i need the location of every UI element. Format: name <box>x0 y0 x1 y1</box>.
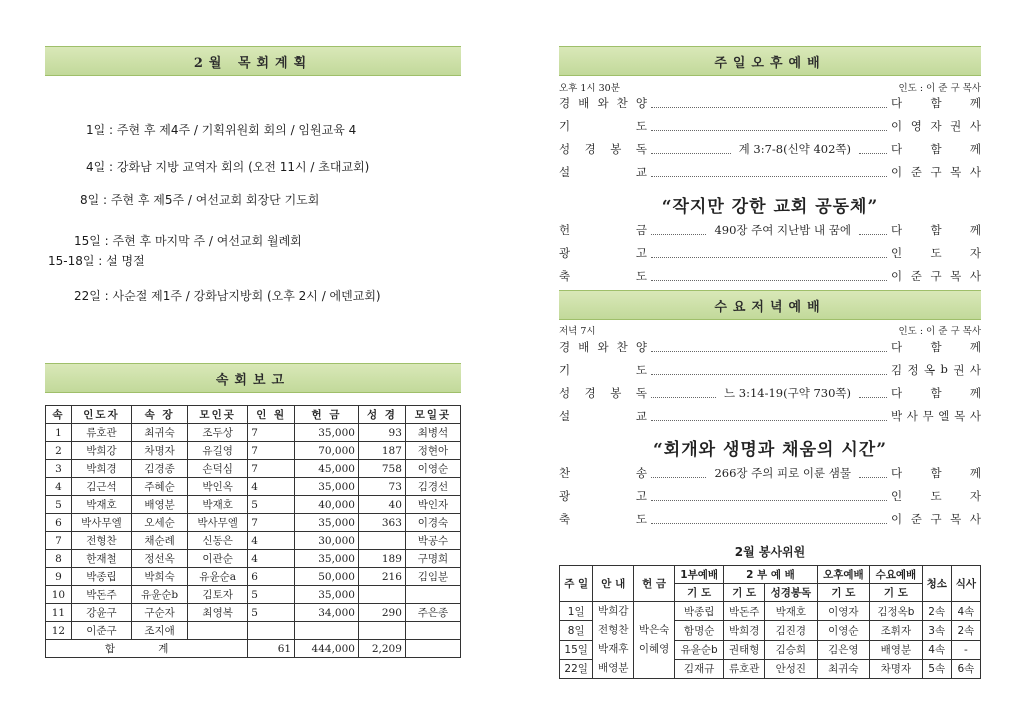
afternoon-order-row <box>559 244 981 262</box>
duty-guide: 박재후 <box>598 643 629 655</box>
duty-offering <box>634 602 675 679</box>
duty-first: 유윤순b <box>675 640 724 659</box>
report-cell: 5 <box>248 496 295 514</box>
report-cell: 박인옥 <box>188 478 248 496</box>
dot-leader <box>651 121 887 131</box>
report-row <box>46 604 461 622</box>
order-label: 설 교 <box>559 409 647 423</box>
afternoon-order-row <box>559 221 981 239</box>
report-cell: 구명희 <box>405 550 460 568</box>
report-cell: 35,000 <box>295 424 359 442</box>
report-cell: 박재호 <box>71 496 131 514</box>
report-cell: 7 <box>248 424 295 442</box>
duty-row <box>560 602 981 621</box>
report-cell: 박재호 <box>188 496 248 514</box>
duty-h-first: 1부예배 <box>675 566 724 584</box>
order-person: 김 정 옥 b 권 사 <box>891 362 981 377</box>
duty-guide: 전형찬 <box>598 624 629 636</box>
duty-pm: 김은영 <box>817 640 870 659</box>
duty-clean: 4속 <box>922 640 951 659</box>
col-header: 성 경 <box>358 406 405 424</box>
report-cell <box>248 622 295 640</box>
report-cell: 구순자 <box>132 604 188 622</box>
report-cell: 박사무엘 <box>71 514 131 532</box>
report-cell: 6 <box>248 568 295 586</box>
col-header: 인 원 <box>248 406 295 424</box>
report-cell: 5 <box>248 586 295 604</box>
dot-leader <box>859 225 887 235</box>
report-cell: 정선옥 <box>132 550 188 568</box>
dot-leader <box>859 144 887 154</box>
duty-week: 1일 <box>560 602 593 621</box>
total-people: 61 <box>248 640 295 658</box>
report-cell: 50,000 <box>295 568 359 586</box>
order-person: 인 도 자 <box>891 246 981 260</box>
report-cell: 박사무엘 <box>188 514 248 532</box>
plan-item-3: 8일 : 주현 후 제5주 / 여선교회 회장단 기도회 <box>80 193 320 207</box>
report-cell <box>188 622 248 640</box>
report-cell: 2 <box>46 442 72 460</box>
dot-leader <box>651 365 887 375</box>
report-cell: 이영순 <box>405 460 460 478</box>
report-cell <box>358 622 405 640</box>
order-detail: 266장 주의 피로 이룬 샘물 <box>714 466 851 480</box>
duty-week: 15일 <box>560 640 593 659</box>
report-cell: 3 <box>46 460 72 478</box>
duty-meal: 2속 <box>951 621 980 640</box>
order-person: 다 함 께 <box>891 96 981 110</box>
duty-first: 김재규 <box>675 659 724 678</box>
report-cell: 김근석 <box>71 478 131 496</box>
report-cell: 30,000 <box>295 532 359 550</box>
duty-h-meal: 식사 <box>951 566 980 602</box>
order-label: 기 도 <box>559 363 647 377</box>
report-row <box>46 550 461 568</box>
duty-offering-name: 박은숙 <box>638 624 670 636</box>
report-cell: 11 <box>46 604 72 622</box>
total-empty <box>405 640 460 658</box>
report-cell: 7 <box>46 532 72 550</box>
report-cell: 최병석 <box>405 424 460 442</box>
duty-sub-pray: 기 도 <box>675 584 724 602</box>
duty-offering-name: 이혜영 <box>638 643 670 655</box>
order-person: 박 사 무 엘 목 사 <box>891 409 981 423</box>
duty-sub-pray: 기 도 <box>870 584 923 602</box>
report-cell: 4 <box>248 478 295 496</box>
wednesday-order-row <box>559 510 981 528</box>
report-cell: 이준구 <box>71 622 131 640</box>
report-cell: 4 <box>46 478 72 496</box>
duty-h-guide: 안 내 <box>593 566 634 602</box>
duty-guides <box>593 602 634 679</box>
report-cell: 박희강 <box>71 442 131 460</box>
afternoon-order-row <box>559 117 981 135</box>
report-cell: 강윤구 <box>71 604 131 622</box>
duty-table <box>559 565 981 679</box>
report-cell: 유윤순b <box>132 586 188 604</box>
total-bible: 2,209 <box>358 640 405 658</box>
report-cell: 박공수 <box>405 532 460 550</box>
duty-clean: 5속 <box>922 659 951 678</box>
report-cell: 신동은 <box>188 532 248 550</box>
duty-meal: - <box>951 640 980 659</box>
report-row <box>46 460 461 478</box>
report-cell: 김토자 <box>188 586 248 604</box>
report-cell: 189 <box>358 550 405 568</box>
order-label: 축 도 <box>559 512 647 526</box>
report-cell: 박희숙 <box>132 568 188 586</box>
order-label: 설 교 <box>559 165 647 179</box>
afternoon-order-row <box>559 267 981 285</box>
wednesday-order-row <box>559 384 981 402</box>
duty-h-offering: 헌 금 <box>634 566 675 602</box>
order-label: 찬 송 <box>559 466 647 480</box>
order-detail: 느 3:14-19(구약 730쪽) <box>723 386 851 400</box>
order-person: 인 도 자 <box>891 489 981 503</box>
col-header: 모인곳 <box>188 406 248 424</box>
report-total-row <box>46 640 461 658</box>
order-label: 광 고 <box>559 246 647 260</box>
report-cell: 김임분 <box>405 568 460 586</box>
report-cell: 73 <box>358 478 405 496</box>
duty-clean: 3속 <box>922 621 951 640</box>
wednesday-order-row <box>559 487 981 505</box>
afternoon-meta <box>559 80 981 94</box>
report-row <box>46 478 461 496</box>
wednesday-meta <box>559 323 981 337</box>
report-row <box>46 496 461 514</box>
duty-s-pray: 권태형 <box>724 640 765 659</box>
duty-first: 함명순 <box>675 621 724 640</box>
duty-s-pray: 박희경 <box>724 621 765 640</box>
report-cell: 채순례 <box>132 532 188 550</box>
duty-week: 8일 <box>560 621 593 640</box>
report-cell: 4 <box>248 550 295 568</box>
report-cell: 배영분 <box>132 496 188 514</box>
report-cell: 40 <box>358 496 405 514</box>
report-cell: 187 <box>358 442 405 460</box>
duty-wed: 차명자 <box>870 659 923 678</box>
order-person: 이 영 자 권 사 <box>891 119 981 133</box>
report-cell: 최귀숙 <box>132 424 188 442</box>
report-cell: 6 <box>46 514 72 532</box>
report-cell: 박인자 <box>405 496 460 514</box>
wednesday-leader: 인도 : 이 준 구 목사 <box>898 326 981 337</box>
report-cell: 유길영 <box>188 442 248 460</box>
duty-sub-pray: 기 도 <box>817 584 870 602</box>
duty-header-row <box>560 566 981 584</box>
order-person: 다 함 께 <box>891 386 981 400</box>
report-cell: 손덕심 <box>188 460 248 478</box>
report-cell: 45,000 <box>295 460 359 478</box>
report-cell: 차명자 <box>132 442 188 460</box>
report-cell: 8 <box>46 550 72 568</box>
order-person: 다 함 께 <box>891 223 981 237</box>
dot-leader <box>859 388 887 398</box>
report-cell: 이경숙 <box>405 514 460 532</box>
duty-first: 박종립 <box>675 602 724 621</box>
report-cell: 290 <box>358 604 405 622</box>
col-header: 헌 금 <box>295 406 359 424</box>
dot-leader <box>651 411 887 421</box>
plan-item-1: 1일 : 주현 후 제4주 / 기획위원회 회의 / 임원교육 4 <box>86 123 357 137</box>
report-cell: 363 <box>358 514 405 532</box>
plan-item-2: 4일 : 강화남 지방 교역자 회의 (오전 11시 / 초대교회) <box>86 160 370 174</box>
wednesday-time: 저녁 7시 <box>559 326 596 337</box>
dot-leader <box>651 144 731 154</box>
report-cell: 70,000 <box>295 442 359 460</box>
afternoon-time: 오후 1시 30분 <box>559 83 620 94</box>
report-cell: 최영복 <box>188 604 248 622</box>
report-cell: 40,000 <box>295 496 359 514</box>
report-cell: 7 <box>248 442 295 460</box>
afternoon-order-row <box>559 140 981 158</box>
order-label: 경 배 와 찬 양 <box>559 340 647 354</box>
report-cell: 93 <box>358 424 405 442</box>
report-cell: 조지애 <box>132 622 188 640</box>
dot-leader <box>651 98 887 108</box>
duty-sub-pray: 기 도 <box>724 584 765 602</box>
order-label: 기 도 <box>559 119 647 133</box>
duty-s-bible: 김승희 <box>765 640 818 659</box>
report-cell: 9 <box>46 568 72 586</box>
report-cell: 조두상 <box>188 424 248 442</box>
duty-s-bible: 김진경 <box>765 621 818 640</box>
report-cell: 35,000 <box>295 514 359 532</box>
report-cell <box>405 622 460 640</box>
duty-pm: 이영순 <box>817 621 870 640</box>
order-person: 이 준 구 목 사 <box>891 165 981 179</box>
order-person: 다 함 께 <box>891 142 981 156</box>
report-cell: 정현아 <box>405 442 460 460</box>
duty-guide: 배영분 <box>598 662 629 674</box>
dot-leader <box>651 468 706 478</box>
order-label: 축 도 <box>559 269 647 283</box>
report-cell: 10 <box>46 586 72 604</box>
plan-item-6: 22일 : 사순절 제1주 / 강화남지방회 (오후 2시 / 에덴교회) <box>74 289 381 303</box>
afternoon-order-row <box>559 94 981 112</box>
plan-item-5: 15-18일 : 설 명절 <box>48 254 145 268</box>
order-person: 다 함 께 <box>891 340 981 354</box>
report-row <box>46 622 461 640</box>
wednesday-order-row <box>559 407 981 425</box>
report-header-row <box>46 406 461 424</box>
col-header: 인도자 <box>71 406 131 424</box>
report-cell: 박희경 <box>71 460 131 478</box>
dot-leader <box>651 514 887 524</box>
report-cell: 7 <box>248 514 295 532</box>
duty-wed: 배영분 <box>870 640 923 659</box>
afternoon-title: 주일오후예배 <box>559 46 981 76</box>
wednesday-order-row <box>559 464 981 482</box>
col-header: 모일곳 <box>405 406 460 424</box>
afternoon-leader: 인도 : 이 준 구 목사 <box>898 83 981 94</box>
report-cell <box>405 586 460 604</box>
report-cell: 12 <box>46 622 72 640</box>
report-cell: 7 <box>248 460 295 478</box>
report-cell: 1 <box>46 424 72 442</box>
duty-sub-bible: 성경봉독 <box>765 584 818 602</box>
total-offering: 444,000 <box>295 640 359 658</box>
afternoon-theme: “작지만 강한 교회 공동체” <box>661 197 879 217</box>
dot-leader <box>859 468 887 478</box>
order-label: 성 경 봉 독 <box>559 386 647 400</box>
duty-s-bible: 박재호 <box>765 602 818 621</box>
duty-s-pray: 류호관 <box>724 659 765 678</box>
report-row <box>46 424 461 442</box>
duty-s-pray: 박돈주 <box>724 602 765 621</box>
order-label: 헌 금 <box>559 223 647 237</box>
report-title: 속회보고 <box>45 363 461 393</box>
report-row <box>46 532 461 550</box>
report-cell: 한재철 <box>71 550 131 568</box>
duty-guide: 박희감 <box>598 605 629 617</box>
dot-leader <box>651 342 887 352</box>
duty-h-wed: 수요예배 <box>870 566 923 584</box>
report-row <box>46 514 461 532</box>
report-cell: 5 <box>248 604 295 622</box>
report-row <box>46 568 461 586</box>
report-cell: 박돈주 <box>71 586 131 604</box>
order-detail: 490장 주여 지난밤 내 꿈에 <box>714 223 851 237</box>
total-label: 합 계 <box>46 640 248 658</box>
duty-title: 2월 봉사위원 <box>734 545 806 559</box>
report-cell: 758 <box>358 460 405 478</box>
report-row <box>46 586 461 604</box>
report-cell: 오세순 <box>132 514 188 532</box>
afternoon-order-row <box>559 163 981 181</box>
order-label: 경 배 와 찬 양 <box>559 96 647 110</box>
report-cell <box>358 532 405 550</box>
duty-wed: 김정옥b <box>870 602 923 621</box>
plan-title: 2월 목회계획 <box>45 46 461 76</box>
wednesday-theme: “회개와 생명과 채움의 시간” <box>653 440 887 460</box>
col-header: 속 장 <box>132 406 188 424</box>
report-table <box>45 405 461 658</box>
report-cell: 박종립 <box>71 568 131 586</box>
duty-pm: 최귀숙 <box>817 659 870 678</box>
report-cell: 35,000 <box>295 586 359 604</box>
report-cell <box>358 586 405 604</box>
report-cell: 35,000 <box>295 550 359 568</box>
order-person: 다 함 께 <box>891 466 981 480</box>
report-cell: 5 <box>46 496 72 514</box>
report-row <box>46 442 461 460</box>
duty-h-second: 2 부 예 배 <box>724 566 817 584</box>
wednesday-order-row <box>559 361 981 379</box>
report-cell <box>295 622 359 640</box>
report-cell: 주혜순 <box>132 478 188 496</box>
report-cell: 전형찬 <box>71 532 131 550</box>
report-cell: 35,000 <box>295 478 359 496</box>
order-person: 이 준 구 목 사 <box>891 269 981 283</box>
wednesday-order-row <box>559 338 981 356</box>
order-label: 성 경 봉 독 <box>559 142 647 156</box>
dot-leader <box>651 248 887 258</box>
duty-h-week: 주 일 <box>560 566 593 602</box>
report-cell: 주은종 <box>405 604 460 622</box>
duty-s-bible: 안성진 <box>765 659 818 678</box>
report-cell: 34,000 <box>295 604 359 622</box>
duty-clean: 2속 <box>922 602 951 621</box>
duty-wed: 조휘자 <box>870 621 923 640</box>
col-header: 속 <box>46 406 72 424</box>
wednesday-title: 수요저녁예배 <box>559 290 981 320</box>
duty-meal: 6속 <box>951 659 980 678</box>
duty-meal: 4속 <box>951 602 980 621</box>
report-cell: 김경선 <box>405 478 460 496</box>
report-cell: 4 <box>248 532 295 550</box>
dot-leader <box>651 491 887 501</box>
report-cell: 류호관 <box>71 424 131 442</box>
order-label: 광 고 <box>559 489 647 503</box>
duty-week: 22일 <box>560 659 593 678</box>
dot-leader <box>651 167 887 177</box>
report-cell: 이관순 <box>188 550 248 568</box>
dot-leader <box>651 388 716 398</box>
duty-h-pm: 오후예배 <box>817 566 870 584</box>
plan-item-4: 15일 : 주현 후 마지막 주 / 여선교회 월례회 <box>74 234 302 248</box>
report-cell: 김경종 <box>132 460 188 478</box>
order-person: 이 준 구 목 사 <box>891 512 981 526</box>
order-detail: 계 3:7-8(신약 402쪽) <box>738 142 851 156</box>
duty-h-clean: 청소 <box>922 566 951 602</box>
duty-pm: 이영자 <box>817 602 870 621</box>
dot-leader <box>651 271 887 281</box>
report-cell: 216 <box>358 568 405 586</box>
dot-leader <box>651 225 706 235</box>
report-cell: 유윤순a <box>188 568 248 586</box>
